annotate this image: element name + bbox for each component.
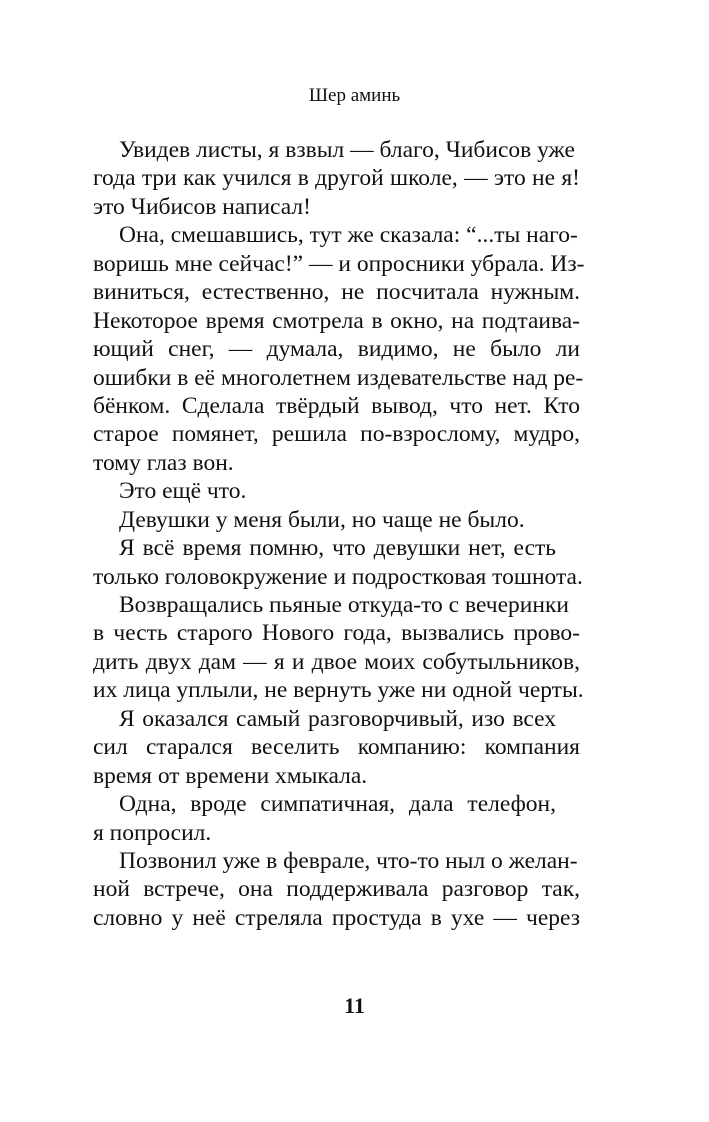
page-number: 11: [344, 993, 365, 1018]
text-line: Одна, вроде симпатичная, дала телефон,: [119, 791, 556, 818]
text-line: Некоторое время смотрела в окно, на подтаива-: [93, 307, 580, 334]
text-line: тому глаз вон.: [93, 449, 234, 476]
text-line: их лица уплыли, не вернуть уже ни одной черты.: [93, 677, 584, 704]
text-line: ной встрече, она поддерживала разговор так,: [93, 876, 580, 903]
text-line: сил старался веселить компанию: компания: [93, 734, 580, 761]
text-line: Я всё время помню, что девушки нет, есть: [119, 535, 556, 562]
text-line: виниться, естественно, не посчитала нужным.: [93, 279, 580, 306]
text-line: Возвращались пьяные откуда-то с вечеринки: [119, 592, 569, 618]
text-line: ющий снег, — думала, видимо, не было ли: [93, 336, 580, 363]
text-line: Это ещё что.: [119, 478, 247, 505]
text-line: Девушки у меня были, но чаще не было.: [119, 506, 525, 533]
text-line: Она, смешавшись, тут же сказала: “...ты наго-: [119, 222, 578, 249]
text-line: время от времени хмыкала.: [93, 762, 368, 789]
text-line: Увидев листы, я взвыл — благо, Чибисов уже: [119, 137, 575, 163]
running-head: Шер аминь: [308, 85, 401, 106]
text-line: воришь мне сейчас!” — и опросники убрала. Из-: [93, 250, 585, 277]
text-line: только головокружение и подростковая тошнота.: [93, 563, 583, 590]
text-line: бёнком. Сделала твёрдый вывод, что нет. Кто: [93, 392, 580, 419]
text-line: это Чибисов написал!: [93, 193, 311, 220]
text-line: словно у неё стреляла простуда в ухе — через: [93, 904, 580, 931]
body-text: [93, 136, 585, 932]
text-line: года три как учился в другой школе, — это не я!: [93, 165, 580, 192]
text-line: ошибки в её многолетнем издевательстве над ре-: [93, 364, 584, 391]
text-line: Позвонил уже в феврале, что-то ныл о желан-: [119, 847, 578, 874]
text-line: Я оказался самый разговорчивый, изо всех: [119, 705, 556, 732]
text-line: старое помянет, решила по-взрослому, мудро,: [93, 421, 580, 448]
text-line: я попросил.: [93, 819, 212, 846]
text-line: в честь старого Нового года, вызвались прово-: [93, 620, 580, 647]
text-line: дить двух дам — я и двое моих собутыльников,: [93, 648, 580, 675]
